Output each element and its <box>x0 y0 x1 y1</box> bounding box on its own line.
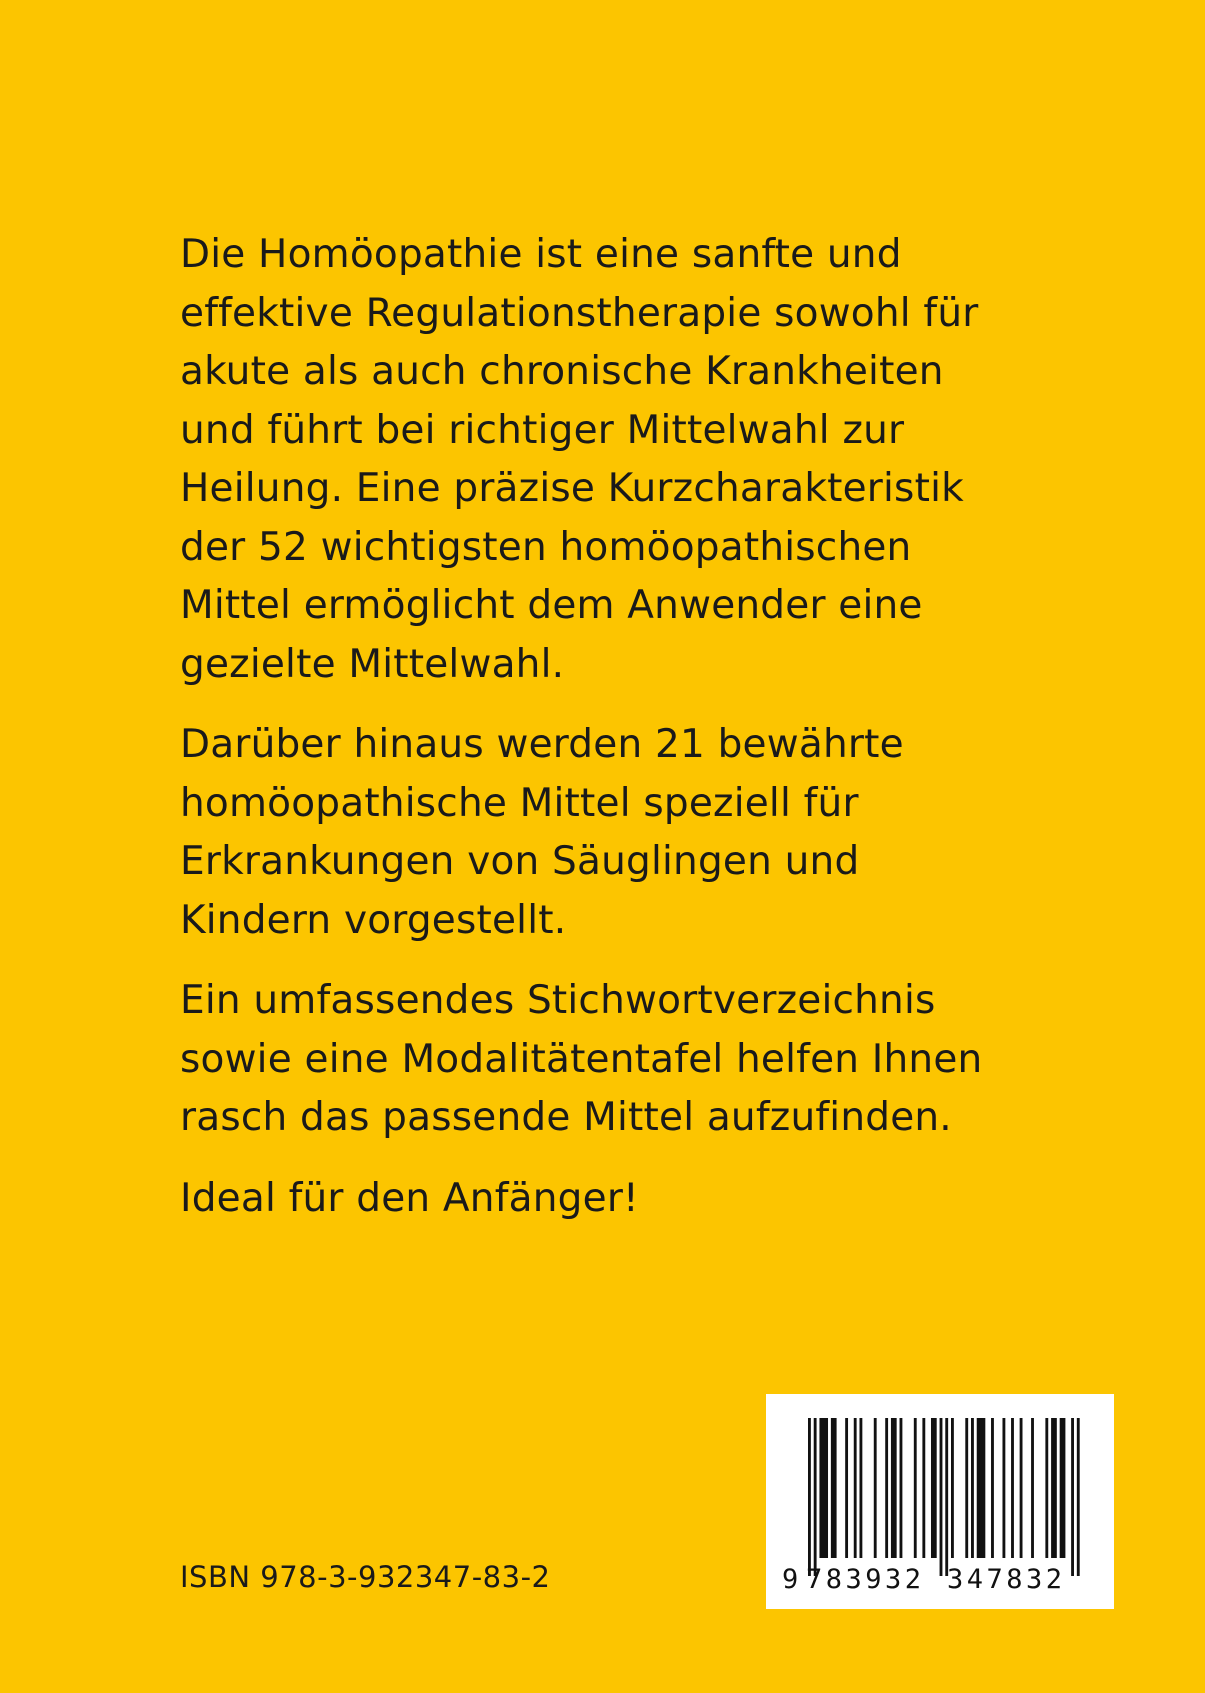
barcode-bar <box>1020 1418 1023 1558</box>
barcode-bar <box>814 1418 817 1576</box>
barcode-bar <box>965 1418 968 1558</box>
barcode-bar <box>1071 1418 1074 1576</box>
barcode-bar <box>819 1418 828 1558</box>
blurb-line: und führt bei richtiger Mittelwahl zur <box>180 407 905 453</box>
blurb-line: homöopathische Mittel speziell für <box>180 780 859 826</box>
blurb-line: Ideal für den Anfänger! <box>180 1175 639 1221</box>
blurb-line: der 52 wichtigsten homöopathischen <box>180 524 912 570</box>
barcode-bar <box>854 1418 857 1558</box>
blurb-line: akute als auch chronische Krankheiten <box>180 349 944 394</box>
barcode-bar <box>922 1418 925 1558</box>
barcode-digits <box>782 1562 1102 1598</box>
blurb-paragraph-2 <box>180 716 980 950</box>
blurb-line: Erkrankungen von Säuglingen und <box>180 839 860 884</box>
blurb-line: rasch das passende Mittel aufzufinden. <box>180 1095 952 1140</box>
barcode-bar <box>1011 1418 1014 1558</box>
barcode-bar <box>885 1418 888 1558</box>
blurb-line: Darüber hinaus werden 21 bewährte <box>180 722 904 767</box>
barcode-bar <box>874 1418 877 1558</box>
barcode-bar <box>1060 1418 1066 1558</box>
barcode-bar <box>900 1418 903 1558</box>
blurb-paragraph-4 <box>180 1170 980 1229</box>
blurb-line: sowie eine Modalitätentafel helfen Ihnen <box>180 1036 983 1082</box>
isbn-number: ISBN 978-3-932347-83-2 <box>180 1560 551 1594</box>
barcode-bar <box>845 1418 848 1558</box>
blurb-paragraph-1 <box>180 226 980 694</box>
barcode-left-group: 783932 <box>806 1564 925 1595</box>
blurb-line: Heilung. Eine präzise Kurzcharakteristik <box>180 466 964 511</box>
blurb-line: Kindern vorgestellt. <box>180 897 567 943</box>
blurb-line: effektive Regulationstherapie sowohl für <box>180 290 979 336</box>
blurb-paragraph-3 <box>180 972 983 1148</box>
barcode-bar <box>831 1418 837 1558</box>
barcode-bar <box>1002 1418 1005 1558</box>
blurb-line: Ein umfassendes Stichwortverzeichnis <box>180 978 936 1023</box>
barcode-bar <box>1077 1418 1080 1576</box>
barcode-bar <box>859 1418 862 1558</box>
barcode-bar <box>808 1418 811 1576</box>
barcode-bar <box>991 1418 994 1558</box>
barcode-bar <box>914 1418 917 1558</box>
barcode-bar <box>1045 1418 1048 1558</box>
barcode-bar <box>1051 1418 1057 1558</box>
barcode-first-digit: 9 <box>782 1564 799 1595</box>
barcode-bar <box>931 1418 937 1558</box>
blurb-line: gezielte Mittelwahl. <box>180 641 565 687</box>
barcode-bar <box>940 1418 943 1576</box>
blurb-text <box>180 226 983 1250</box>
barcode-bar <box>951 1418 954 1558</box>
barcode-bar <box>891 1418 897 1558</box>
blurb-line: Die Homöopathie ist eine sanfte und <box>180 232 902 277</box>
barcode-right-group: 347832 <box>947 1564 1066 1595</box>
barcode-bar <box>971 1418 974 1558</box>
barcode-bar <box>1031 1418 1034 1558</box>
barcode-bar <box>977 1418 986 1558</box>
ean-barcode <box>766 1394 1114 1609</box>
blurb-line: Mittel ermöglicht dem Anwender eine <box>180 583 923 628</box>
barcode-bar <box>945 1418 948 1576</box>
